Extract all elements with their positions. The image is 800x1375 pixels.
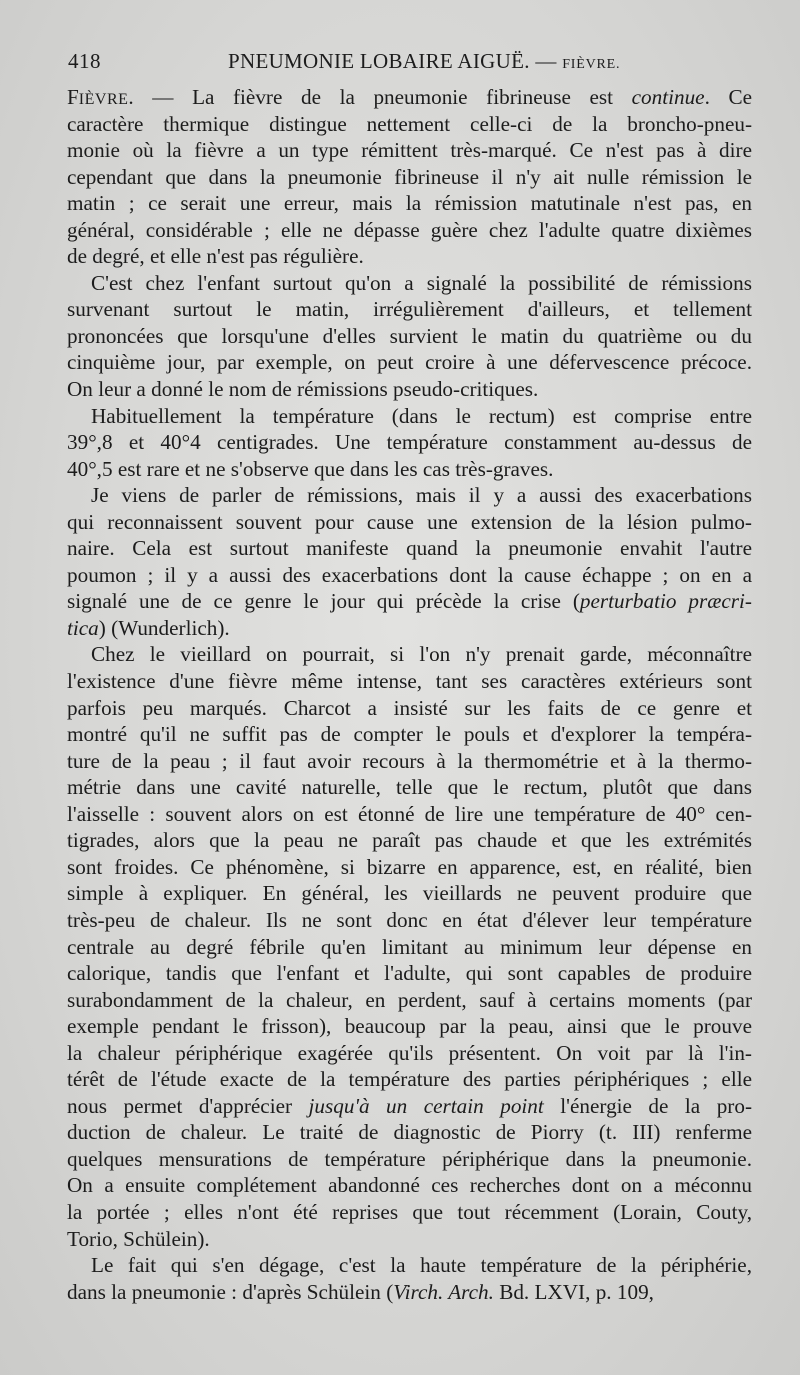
text-line: [67, 403, 752, 430]
text-run: 40°,5 est rare et ne s'observe que dans les cas très-graves.: [67, 456, 554, 481]
text-run: F: [67, 85, 79, 109]
text-line: [67, 482, 752, 509]
body-text: [67, 84, 752, 1305]
text-run: matin ; ce serait une erreur, mais la rémission matutinale n'est pas, en: [67, 191, 752, 216]
text-run: qui reconnaissent souvent pour cause une extension de la lésion pulmo-: [67, 509, 752, 534]
text-line: [67, 111, 752, 138]
text-run: . Ce: [704, 85, 752, 109]
text-line: [67, 668, 752, 695]
text-run: tigrades, alors que la peau ne paraît pas chaude et que les extrémités: [67, 828, 752, 853]
text-line: [67, 987, 752, 1014]
text-line: [67, 960, 752, 987]
text-line: [67, 1252, 752, 1279]
page-number: 418: [68, 49, 101, 73]
italic-text: continue: [631, 85, 705, 109]
running-title-section: FIÈVRE.: [562, 57, 621, 72]
text-line: [67, 615, 752, 642]
text-line: [67, 1119, 752, 1146]
text-run: . — La fièvre de la pneumonie fibrineuse est: [128, 85, 632, 109]
text-line: [67, 1093, 752, 1120]
text-line: [67, 1226, 752, 1253]
text-run: ) (Wunderlich).: [98, 615, 230, 640]
text-run: prononcées que lorsqu'une d'elles survient le matin du quatrième ou du: [67, 323, 752, 348]
text-run: C'est chez l'enfant surtout qu'on a signalé la possibilité de rémissions: [91, 270, 752, 295]
text-line: [67, 721, 752, 748]
text-line: [67, 1172, 752, 1199]
small-caps-text: IÈVRE: [78, 91, 129, 108]
text-run: térêt de l'étude exacte de la température des parties périphériques ; elle: [67, 1067, 752, 1092]
text-line: [67, 588, 752, 615]
text-line: [67, 934, 752, 961]
text-line: [67, 296, 752, 323]
text-run: général, considérable ; elle ne dépasse guère chez l'adulte quatre dixièmes: [67, 217, 752, 242]
text-run: ture de la peau ; il faut avoir recours à la thermométrie et à la thermo-: [67, 748, 752, 773]
text-run: cinquième jour, par exemple, on peut croire à une défervescence précoce.: [67, 350, 752, 375]
text-line: [67, 854, 752, 881]
text-run: monie où la fièvre a un type rémittent très-marqué. Ce n'est pas à dire: [67, 138, 752, 163]
text-line: [67, 562, 752, 589]
text-line: [67, 243, 752, 270]
text-line: [67, 880, 752, 907]
text-line: [67, 1279, 752, 1306]
running-title: [228, 46, 620, 80]
text-run: l'existence d'une fièvre même intense, tant ses caractères extérieurs sont: [67, 669, 752, 694]
text-line: [67, 535, 752, 562]
text-line: [67, 748, 752, 775]
running-title-main: PNEUMONIE LOBAIRE AIGUË. —: [228, 49, 557, 73]
text-run: poumon ; il y a aussi des exacerbations dont la cause échappe ; on en a: [67, 562, 752, 587]
text-line: [67, 456, 752, 483]
text-run: calorique, tandis que l'enfant et l'adulte, qui sont capables de produire: [67, 961, 752, 986]
text-line: [67, 1146, 752, 1173]
text-run: Le fait qui s'en dégage, c'est la haute température de la périphérie,: [91, 1253, 752, 1278]
text-run: Habituellement la température (dans le rectum) est comprise entre: [91, 403, 752, 428]
text-run: parfois peu marqués. Charcot a insisté sur les faits de ce genre et: [67, 695, 752, 720]
text-line: [67, 1199, 752, 1226]
text-line: [67, 907, 752, 934]
text-run: simple à expliquer. En général, les vieillards ne peuvent produire que: [67, 881, 752, 906]
text-run: signalé une de ce genre le jour qui précède la crise (: [67, 589, 580, 614]
text-run: caractère thermique distingue nettement celle-ci de la broncho-pneu-: [67, 111, 752, 136]
text-line: [67, 429, 752, 456]
text-run: cependant que dans la pneumonie fibrineuse il n'y ait nulle rémission le: [67, 164, 752, 189]
text-line: [67, 827, 752, 854]
text-run: métrie dans une cavité naturelle, telle que le rectum, plutôt que dans: [67, 775, 752, 800]
italic-text: Virch. Arch.: [393, 1279, 494, 1304]
text-run: survenant surtout le matin, irrégulièrement d'ailleurs, et tellement: [67, 297, 752, 322]
text-run: naire. Cela est surtout manifeste quand la pneumonie envahit l'autre: [67, 536, 752, 561]
italic-text: tica: [67, 615, 99, 640]
text-run: montré qu'il ne suffit pas de compter le pouls et d'explorer la tempéra-: [67, 722, 752, 747]
text-run: dans la pneumonie : d'après Schülein (: [67, 1279, 394, 1304]
text-line: [67, 84, 752, 111]
text-run: Bd. LXVI, p. 109,: [493, 1279, 654, 1304]
text-line: [67, 774, 752, 801]
text-run: l'aisselle : souvent alors on est étonné de lire une température de 40° cen-: [67, 801, 752, 826]
text-line: [67, 1013, 752, 1040]
text-line: [67, 376, 752, 403]
text-run: duction de chaleur. Le traité de diagnostic de Piorry (t. III) renferme: [67, 1120, 752, 1145]
text-run: l'énergie de la pro-: [543, 1093, 752, 1118]
text-line: [67, 1040, 752, 1067]
italic-text: perturbatio præcri-: [579, 589, 752, 614]
text-line: [67, 641, 752, 668]
text-run: très-peu de chaleur. Ils ne sont donc en état d'élever leur température: [67, 907, 752, 932]
text-run: de degré, et elle n'est pas régulière.: [67, 244, 364, 269]
italic-text: jusqu'à un certain point: [308, 1093, 544, 1118]
text-line: [67, 217, 752, 244]
text-run: la portée ; elles n'ont été reprises que tout récemment (Lorain, Couty,: [67, 1199, 752, 1224]
text-run: quelques mensurations de température périphérique dans la pneumonie.: [67, 1146, 752, 1171]
text-line: [67, 270, 752, 297]
text-run: centrale au degré fébrile qu'en limitant au minimum leur dépense en: [67, 934, 752, 959]
text-line: [67, 164, 752, 191]
text-run: surabondamment de la chaleur, en perdent, sauf à certains moments (par: [67, 987, 752, 1012]
text-line: [67, 801, 752, 828]
text-run: On leur a donné le nom de rémissions pseudo-critiques.: [67, 377, 539, 402]
text-line: [67, 349, 752, 376]
text-run: Torio, Schülein).: [67, 1226, 210, 1251]
text-line: [67, 1066, 752, 1093]
text-run: exemple pendant le frisson), beaucoup par la peau, ainsi que le prouve: [67, 1014, 752, 1039]
text-run: la chaleur périphérique exagérée qu'ils présentent. On voit par là l'in-: [67, 1040, 752, 1065]
text-line: [67, 695, 752, 722]
text-run: sont froides. Ce phénomène, si bizarre en apparence, est, en réalité, bien: [67, 854, 752, 879]
text-run: Je viens de parler de rémissions, mais il y a aussi des exacerbations: [91, 483, 752, 508]
text-run: 39°,8 et 40°4 centigrades. Une température constamment au-dessus de: [67, 430, 752, 455]
text-run: On a ensuite complétement abandonné ces recherches dont on a méconnu: [67, 1173, 752, 1198]
text-line: [67, 190, 752, 217]
text-run: nous permet d'apprécier: [67, 1093, 309, 1118]
running-header: [68, 46, 758, 76]
text-line: [67, 509, 752, 536]
text-run: Chez le vieillard on pourrait, si l'on n'y prenait garde, méconnaître: [91, 642, 752, 667]
text-line: [67, 137, 752, 164]
text-line: [67, 323, 752, 350]
